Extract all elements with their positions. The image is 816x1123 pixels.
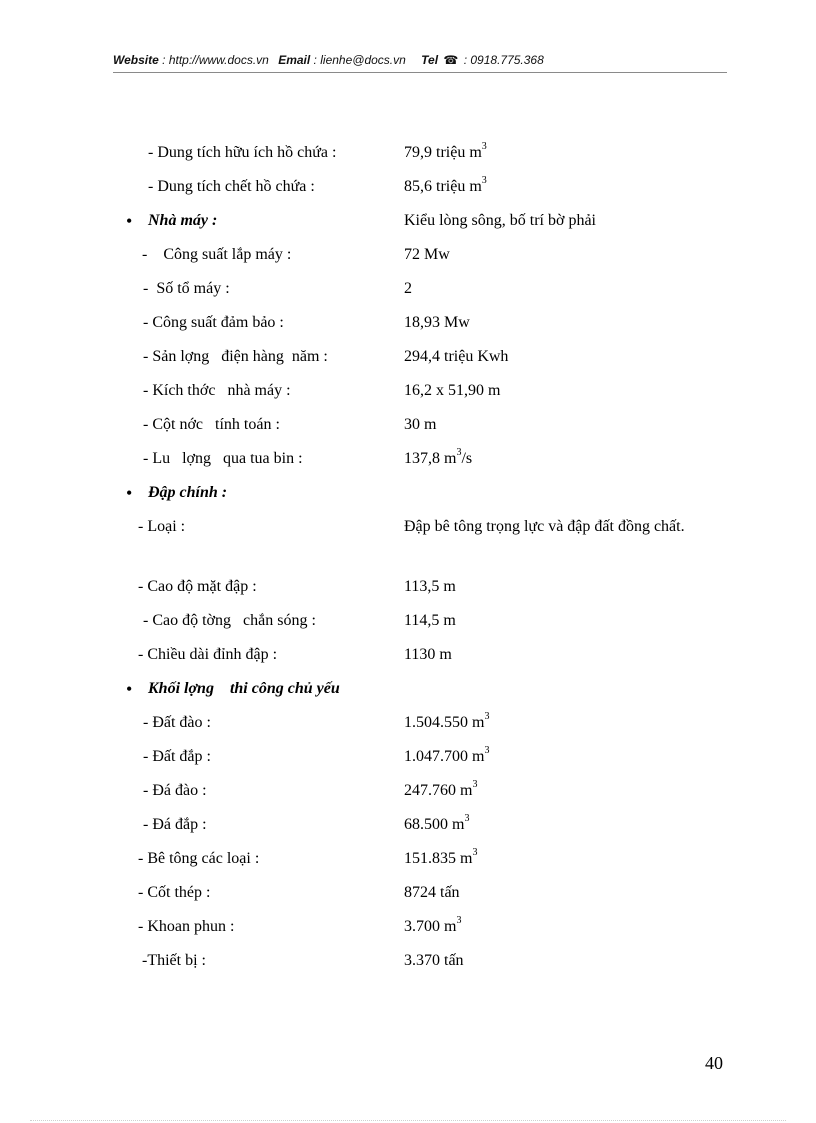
spec-label: - Công suất lắp máy :	[142, 246, 292, 263]
spec-value: 8724 tấn	[404, 884, 460, 901]
spec-label: - Đá đào :	[143, 782, 207, 799]
page-header	[113, 50, 727, 73]
website-url[interactable]: http://www.docs.vn	[168, 53, 269, 67]
spec-label: - Sản lợng điện hàng năm :	[143, 348, 328, 365]
spec-label: - Lu lợng qua tua bin :	[143, 450, 303, 467]
spec-value: 1.047.700 $m^3$	[404, 744, 490, 765]
email-address[interactable]: lienhe@docs.vn	[320, 53, 406, 67]
spec-label: -Thiết bị :	[142, 952, 206, 969]
spec-label: - Kích thớc nhà máy :	[143, 382, 291, 399]
spec-value: 85,6 triệu $m^3$	[404, 174, 487, 195]
website-separator: :	[158, 53, 169, 67]
spec-value: 16,2 x 51,90 m	[404, 382, 501, 399]
bullet-icon: •	[126, 211, 133, 231]
email-label: Email	[278, 53, 311, 67]
spec-value: 113,5 m	[404, 578, 456, 595]
section-heading: Khối lợng thi công chủ yếu	[148, 680, 340, 697]
spec-label: - Cột nớc tính toán :	[143, 416, 280, 433]
spec-value: 294,4 triệu Kwh	[404, 348, 509, 365]
spec-label: - Khoan phun :	[138, 918, 235, 935]
spec-value: 247.760 $m^3$	[404, 778, 478, 799]
spec-value: 68.500 $m^3$	[404, 812, 470, 833]
spec-label: - Đất đắp :	[143, 748, 211, 765]
spec-value: 72 Mw	[404, 246, 450, 263]
phone-icon: ☎	[443, 53, 459, 67]
email-separator: :	[310, 53, 321, 67]
spec-label: - Loại :	[138, 518, 186, 535]
spec-value: 18,93 Mw	[404, 314, 470, 331]
spec-value: 137,8 $m^3/s$	[404, 446, 473, 467]
spec-value: 114,5 m	[404, 612, 456, 629]
spec-label: - Cao độ tờng chắn sóng :	[143, 612, 316, 629]
spec-value: Đập bê tông trọng lực và đập đất đồng chất.	[404, 518, 685, 535]
spec-label: - Số tổ máy :	[143, 280, 230, 297]
spec-label: - Đá đắp :	[143, 816, 207, 833]
tel-separator: :	[460, 53, 471, 67]
spec-label: - Bê tông các loại :	[138, 850, 260, 867]
spec-value: 2	[404, 280, 412, 297]
bullet-icon: •	[126, 679, 133, 699]
footer-divider	[30, 1120, 786, 1121]
spec-value: 3.370 tấn	[404, 952, 464, 969]
spec-row-dam-type	[0, 516, 816, 582]
spec-label: - Công suất đảm bảo :	[143, 314, 284, 331]
section-heading: Nhà máy :	[148, 212, 218, 229]
spec-value: 79,9 triệu $m^3$	[404, 140, 487, 161]
spec-label: - Cao độ mặt đập :	[138, 578, 257, 595]
website-label: Website	[113, 53, 159, 67]
tel-number: 0918.775.368	[470, 53, 544, 67]
spec-value: 151.835 $m^3$	[404, 846, 478, 867]
page-number: 40	[705, 1053, 723, 1073]
tel-label: Tel	[421, 53, 439, 67]
spec-value: 1.504.550 $m^3$	[404, 710, 490, 731]
spec-label: - Dung tích hữu ích hồ chứa :	[148, 144, 337, 161]
spec-label: - Đất đào :	[143, 714, 211, 731]
bullet-icon: •	[126, 483, 133, 503]
section-heading: Đập chính :	[148, 484, 228, 501]
spec-label: - Cốt thép :	[138, 884, 211, 901]
spec-value: 3.700 $m^3$	[404, 914, 462, 935]
spec-value: Kiểu lòng sông, bố trí bờ phải	[404, 212, 596, 229]
spec-value: 1130 m	[404, 646, 452, 663]
spec-label: - Chiều dài đỉnh đập :	[138, 646, 278, 663]
spec-value: 30 m	[404, 416, 437, 433]
spec-label: - Dung tích chết hồ chứa :	[148, 178, 315, 195]
spec-row-equipment	[0, 950, 816, 1016]
